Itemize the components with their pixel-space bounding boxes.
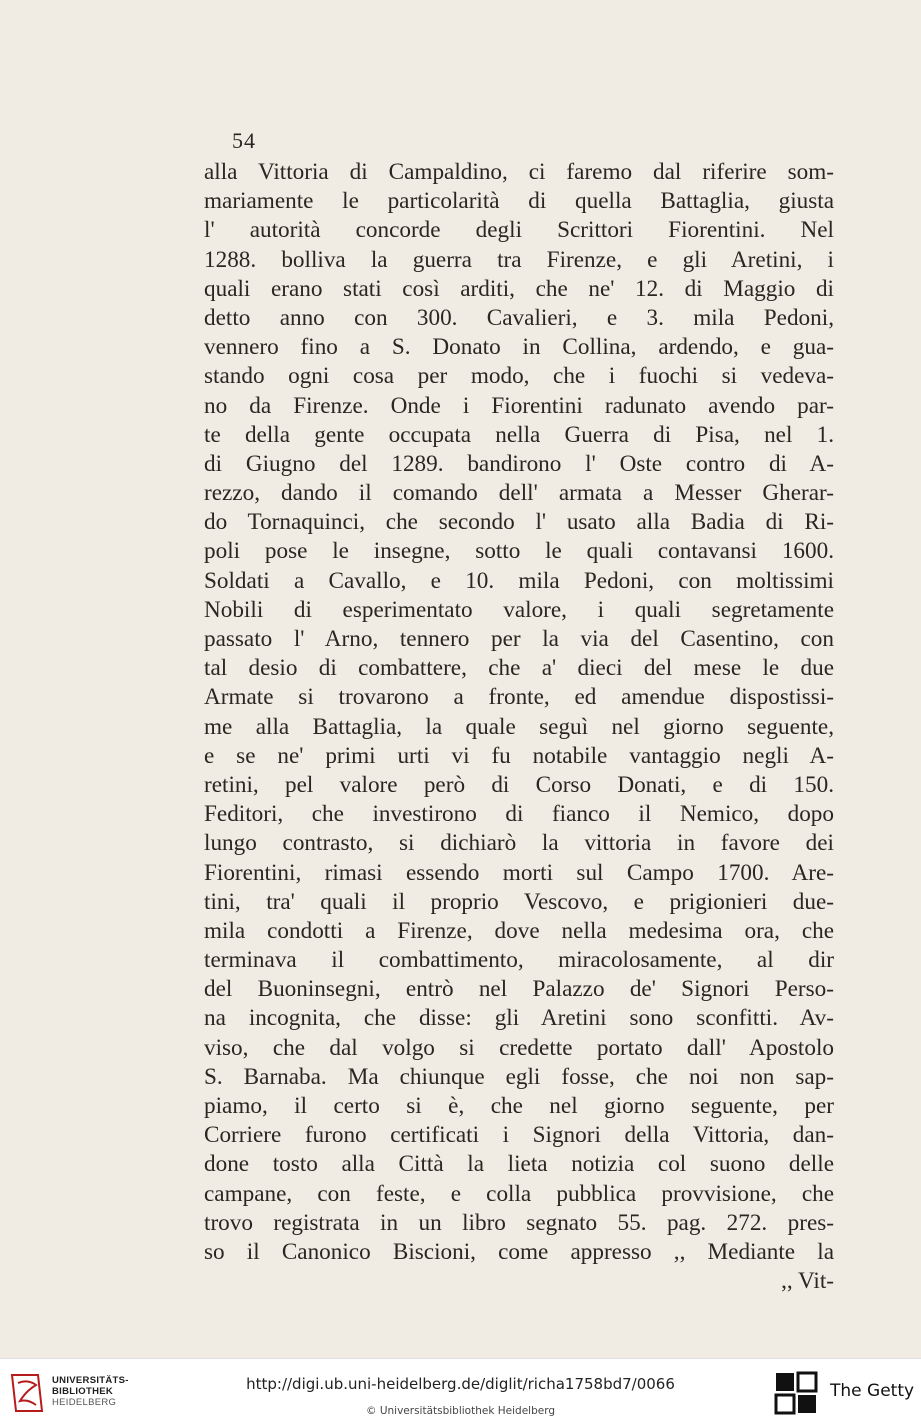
getty-label: The Getty (830, 1381, 915, 1401)
text-line: quali erano stati così arditi, che ne' 12. di Maggio di (204, 275, 834, 302)
text-line: l' autorità concorde degli Scrittori Fiorentini. Nel (204, 217, 834, 244)
text-line: retini, pel valore però di Corso Donati, e di 150. (204, 771, 834, 798)
institution-line-2: BIBLIOTHEK (52, 1386, 114, 1397)
text-line: so il Canonico Biscioni, come appresso ,, Mediante la (204, 1238, 834, 1265)
text-line: Corriere furono certificati i Signori della Vittoria, dan- (204, 1122, 834, 1149)
text-line: me alla Battaglia, la quale seguì nel giorno seguente, (204, 713, 834, 740)
viewer-footer (0, 1358, 921, 1427)
text-line: tini, tra' quali il proprio Vescovo, e prigionieri due- (204, 888, 834, 915)
page-number: 54 (232, 128, 256, 153)
institution-line-1: UNIVERSITÄTS- (52, 1375, 129, 1386)
permalink-url[interactable]: http://digi.ub.uni-heidelberg.de/diglit/richa1758bd7/0066 (246, 1375, 675, 1393)
text-line: alla Vittoria di Campaldino, ci faremo dal riferire som- (204, 159, 834, 185)
text-line: ,, Vit- (781, 1268, 834, 1295)
text-line: Fiorentini, rimasi essendo morti sul Campo 1700. Are- (204, 859, 834, 886)
text-line: viso, che dal volgo si credette portato dall' Apostolo (204, 1034, 834, 1061)
text-line: Armate si trovarono a fronte, ed amendue dispostissi- (204, 684, 834, 711)
text-line: S. Barnaba. Ma chiunque egli fosse, che noi non sap- (204, 1063, 834, 1090)
text-line: mariamente le particolarità di quella Battaglia, giusta (204, 188, 834, 215)
text-line: terminava il combattimento, miracolosamente, al dir (204, 947, 834, 974)
getty-logo-icon (774, 1371, 820, 1417)
text-line: do Tornaquinci, che secondo l' usato alla Badia di Ri- (204, 509, 834, 536)
text-line: mila condotti a Firenze, dove nella medesima ora, che (204, 917, 834, 944)
text-line: stando ogni cosa per modo, che i fuochi si vedeva- (204, 363, 834, 390)
text-line: rezzo, dando il comando dell' armata a Messer Gherar- (204, 480, 834, 507)
text-line: done tosto alla Città la lieta notizia col suono delle (204, 1151, 834, 1178)
text-line: e se ne' primi urti vi fu notabile vantaggio negli A- (204, 742, 834, 769)
text-line: lungo contrasto, si dichiarò la vittoria in favore dei (204, 830, 834, 857)
text-line: Soldati a Cavallo, e 10. mila Pedoni, con moltissimi (204, 567, 834, 594)
text-line: tal desio di combattere, che a' dieci del mese le due (204, 655, 834, 682)
text-line: 1288. bolliva la guerra tra Firenze, e gli Aretini, i (204, 246, 834, 273)
text-line: no da Firenze. Onde i Fiorentini radunato avendo par- (204, 392, 834, 419)
body-text (204, 158, 834, 1296)
institution-line-3: HEIDELBERG (52, 1397, 117, 1408)
text-line: del Buoninsegni, entrò nel Palazzo de' Signori Perso- (204, 976, 834, 1003)
text-line: Feditori, che investirono di fianco il Nemico, dopo (204, 801, 834, 828)
text-line: Nobili di esperimentato valore, i quali segretamente (204, 596, 834, 623)
text-line: piamo, il certo si è, che nel giorno seguente, per (204, 1093, 834, 1119)
text-line: vennero fino a S. Donato in Collina, ardendo, e gua- (204, 334, 834, 361)
text-line: passato l' Arno, tennero per la via del Casentino, con (204, 626, 834, 652)
text-line: poli pose le insegne, sotto le quali contavansi 1600. (204, 538, 834, 565)
text-line: di Giugno del 1289. bandirono l' Oste contro di A- (204, 450, 834, 477)
text-line: trovo registrata in un libro segnato 55. pag. 272. pres- (204, 1209, 834, 1236)
text-line: na incognita, che disse: gli Aretini sono sconfitti. Av- (204, 1005, 834, 1032)
text-line: te della gente occupata nella Guerra di Pisa, nel 1. (204, 421, 834, 448)
copyright-notice: © Universitätsbibliothek Heidelberg (365, 1405, 555, 1417)
text-line: detto anno con 300. Cavalieri, e 3. mila Pedoni, (204, 304, 834, 331)
text-line: campane, con feste, e colla pubblica provvisione, che (204, 1180, 834, 1207)
